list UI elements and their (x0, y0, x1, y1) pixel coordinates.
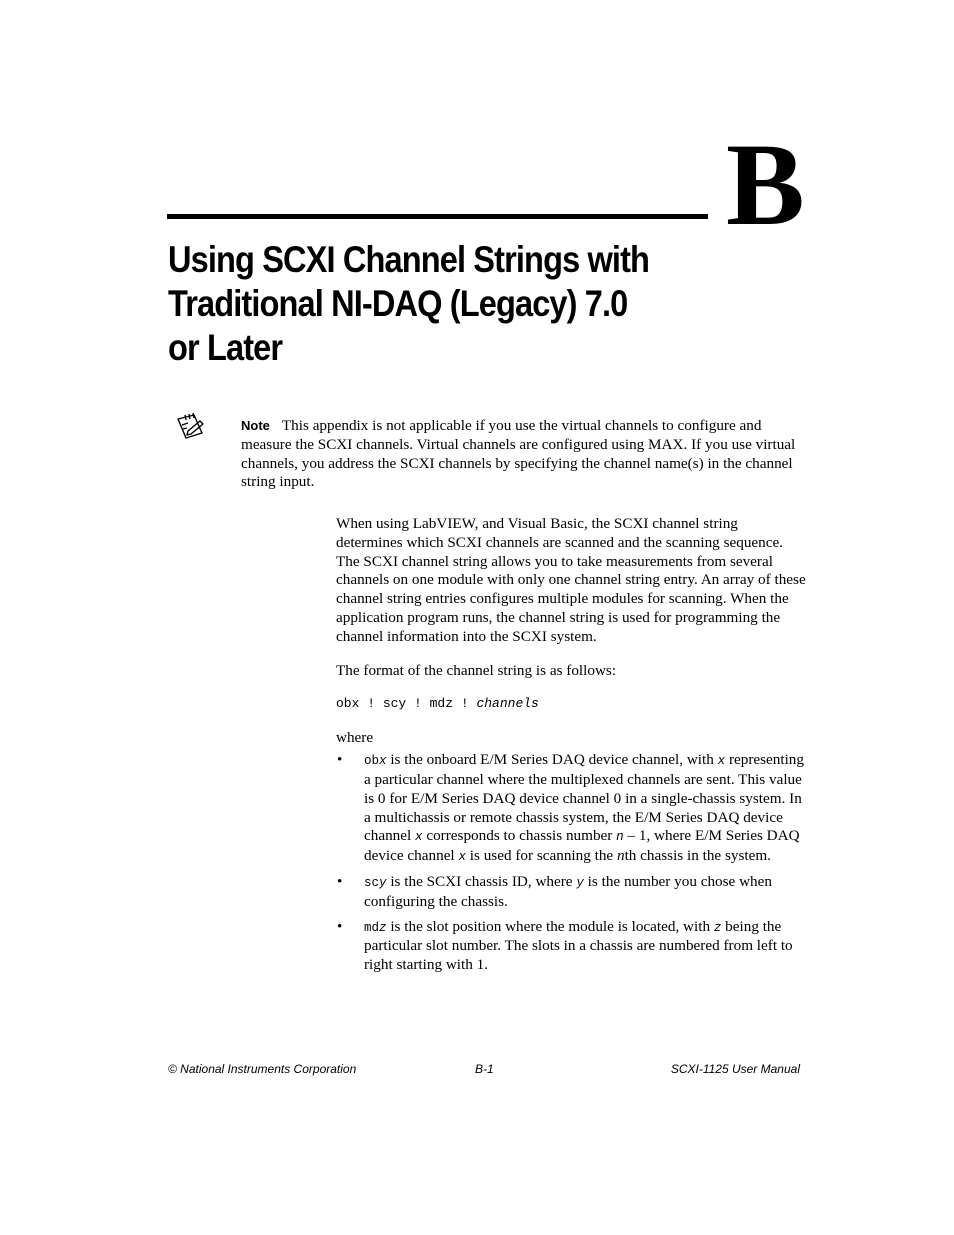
definition-list (336, 751, 806, 975)
footer-page-number: B-1 (475, 1062, 494, 1076)
paragraph-channel-string: When using LabVIEW, and Visual Basic, the SCXI channel string determines which SCXI channels are scanned and the scanning sequence. The SCXI channel string allows you to take measurements from several channels on one module with only one channel string entry. An array of these channel string entries configures multiple modules for scanning. When the application program runs, the channel string is used for programming the channel information into the SCXI system. (336, 515, 806, 645)
note-label: Note (241, 418, 270, 433)
chapter-rule (167, 214, 708, 219)
page-footer (168, 1062, 800, 1078)
footer-manual-title: SCXI-1125 User Manual (670, 1062, 800, 1076)
body-text (336, 515, 806, 981)
title-line-1: Using SCXI Channel Strings with (168, 239, 650, 280)
title-line-3: or Later (168, 327, 283, 368)
chapter-letter: B (726, 119, 805, 250)
list-item-mdz: • mdz is the slot position where the module is located, with z being the particular slot number. The slots in a chassis are numbered from left to right starting with 1. (336, 918, 806, 975)
channel-string-format: obx ! scy ! mdz ! channels (336, 696, 539, 712)
paragraph-format-intro: The format of the channel string is as follows: (336, 661, 617, 679)
note-block (241, 417, 806, 492)
note-text: This appendix is not applicable if you use the virtual channels to configure and measure the SCXI channels. Virtual channels are configured using MAX. If you use virtual channels, you address the SCXI channels by specifying the channel name(s) in the channel string input. (241, 417, 796, 491)
list-item-obx: • obx is the onboard E/M Series DAQ device channel, with x representing a particular channel where the multiplexed channels are sent. This value is 0 for E/M Series DAQ device channel 0 in a single-chassis system. In a multichassis or remote chassis system, the E/M Series DAQ device channel x corresponds to chassis number n – 1, where E/M Series DAQ device channel x is used for scanning the nth chassis in the system. (336, 751, 806, 867)
list-item-scy: • scy is the SCXI chassis ID, where y is the number you chose when configuring the chassis. (336, 873, 806, 912)
page-title (168, 238, 661, 370)
footer-copyright: © National Instruments Corporation (168, 1062, 357, 1076)
note-pencil-icon (174, 411, 208, 443)
where-label: where (336, 729, 374, 747)
title-line-2: Traditional NI-DAQ (Legacy) 7.0 (168, 283, 628, 324)
